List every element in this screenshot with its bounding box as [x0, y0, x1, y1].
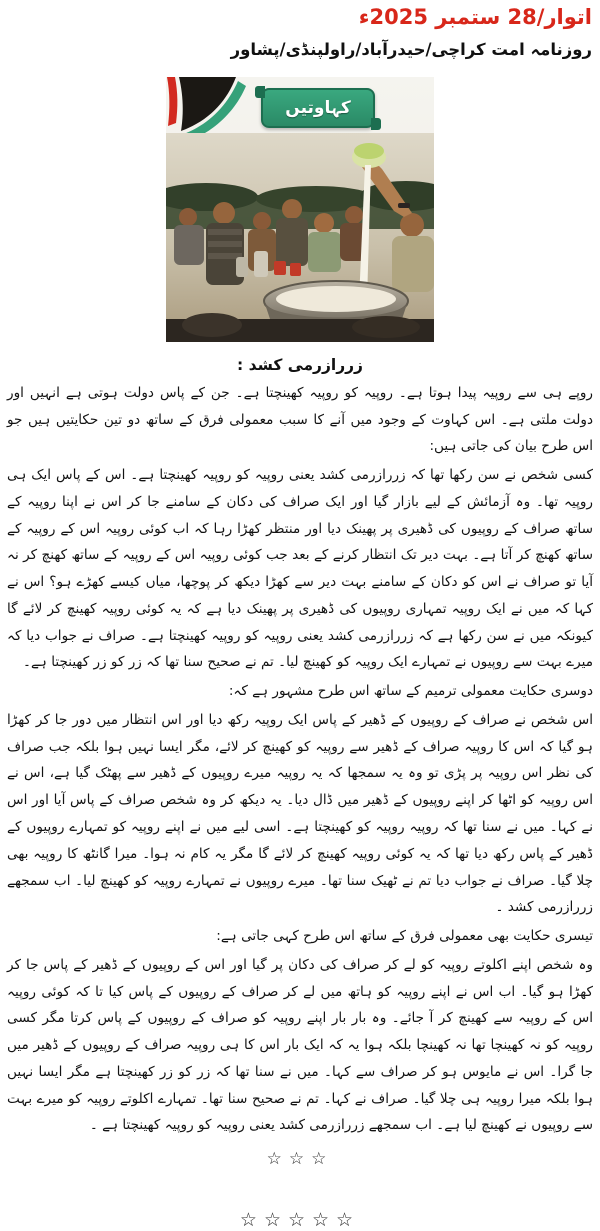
article-body	[0, 380, 600, 1139]
end-divider-stars: ☆☆☆☆☆	[239, 1209, 361, 1231]
section-ribbon	[261, 88, 375, 128]
page-header	[0, 0, 600, 61]
article-paragraph: تیسری حکایت بھی معمولی فرق کے ساتھ اس طرح کہی جاتی ہے:	[216, 928, 593, 945]
article-paragraph: دوسری حکایت معمولی ترمیم کے ساتھ اس طرح مشہور ہے کہ:	[228, 683, 593, 700]
feature-image	[166, 77, 434, 342]
section-ribbon-label: کہاوتیں	[285, 98, 351, 119]
article-paragraph: کسی شخص نے سن رکھا تھا کہ زررازرمی کشد یعنی روپیہ کو روپیہ کھینچتا ہے۔ اس کے پاس ایک ہی روپیہ تھا۔ وہ آزمائش کے لیے بازار گیا اور ایک صراف کی دکان کے سامنے جا کر اس نے اپنا روپیہ کے ساتھ صراف کے روپیوں کی ڈھیری پر پھینک دیا اور منتظر کھڑا رہا کہ اب کوئی روپیہ اس کے روپیہ کے ساتھ کھنچ کر آتا ہے۔ بہت دیر تک انتظار کرنے کے بعد جب کوئی روپیہ اس کے روپیہ کے ساتھ کھنچ کر نہ آیا تو صراف نے اس کو دکان کے سامنے بہت دیر سے کھڑا دیکھ کر پوچھا، میاں کیسے کھڑے ہو؟ اس نے کہا کہ میں نے ایک روپیہ تمہاری روپیوں کی ڈھیری پر پھینک دیا ہے کہ یہ کوئی روپیہ کھینچ کر لائے گا کیونکہ میں نے سن رکھا ہے کہ زررازرمی کشد یعنی روپیہ کو روپیہ کھینچتا ہے۔ صراف نے جواب دیا کہ میرے بہت سے روپیوں نے تمہارے ایک روپیہ کو کھینچ لیا۔ تم نے صحیح سنا تھا کہ زر کو زر کھینچتا ہے۔	[7, 467, 593, 671]
street-food-photo	[166, 133, 434, 342]
article-heading: زررازرمی کشد :	[237, 355, 363, 374]
article-paragraph: وہ شخص اپنے اکلوتے روپیہ کو لے کر صراف کی دکان پر گیا اور اس کے روپیوں کے ڈھیر کے پاس جا کر کھڑا ہو گیا۔ اب اس نے اپنے روپیہ کو ہاتھ میں لے کر صراف کے روپیوں کے پاس کیا تا کہ کوئی روپیہ اس کے روپیہ سے کھینچ کر آ جائے۔ وہ بار بار اپنے روپیہ کو صراف کے روپیوں کے پاس کرتا مگر کسی روپیہ کو نہ کھینچا تھا نہ کھینچا بلکہ ہوا یہ کہ ایک بار اس کا ہی روپیہ صراف کے روپیوں کے ڈھیر میں جا گرا۔ اس نے مایوس ہو کر صراف سے کہا۔ میں نے سنا تھا کہ زر کو زر کھینچتا ہے مگر ایسا نہیں ہوا بلکہ میرا روپیہ ہی چلا گیا۔ صراف نے کہا۔ تم نے صحیح سنا تھا۔ تمہارے اکلوتے روپیہ کو میرے بہت سے روپیوں نے کھینچ لیا ہے۔ اب سمجھے زررازرمی کشد یعنی روپیہ کو روپیہ کھینچتا ہے ۔	[7, 956, 593, 1134]
newspaper-name: روزنامہ امت کراچی/حیدرآباد/راولپنڈی/پشاور	[230, 40, 592, 60]
section-divider-stars: ☆☆☆	[266, 1149, 334, 1170]
issue-date: اتوار/28 ستمبر 2025ء	[358, 5, 592, 29]
article-paragraph: اس شخص نے صراف کے روپیوں کے ڈھیر کے پاس ایک روپیہ رکھ دیا اور اس انتظار میں دور جا کر کھڑا ہو گیا کہ اس کا روپیہ صراف کے ڈھیر سے روپیہ کو کھینچ کر لائے، مگر ایسا نہیں ہوا بلکہ جب صراف کی نظر اس روپیہ پر پڑی تو وہ یہ سمجھا کہ یہ روپیہ میرے روپیوں کے ڈھیر سے پھٹک گیا ہے، اس نے اس روپیہ کو اٹھا کر اپنے روپیوں کے ڈھیر میں ڈال دیا۔ یہ دیکھ کر وہ شخص صراف کے پاس آیا اور اس نے کہا۔ میں نے سنا تھا کہ روپیہ روپیہ کو کھینچتا ہے۔ اسی لیے میں نے اپنے روپیہ کو تمہارے روپیوں کے ڈھیر کے پاس رکھ دیا تھا کہ یہ کوئی روپیہ کھینچ کر لائے گا مگر یہ کام نہ ہوا۔ میرا گانٹھ کا روپیہ بھی چلا گیا۔ صراف نے جواب دیا تم نے ٹھیک سنا تھا۔ میرے روپیوں نے تمہارے روپیہ کو کھینچ لیا۔ اب سمجھے زررازرمی کشد ۔	[7, 711, 593, 916]
article-paragraph: روپے ہی سے روپیہ پیدا ہوتا ہے۔ روپیہ کو روپیہ کھینچتا ہے۔ جن کے پاس دولت ہوتی ہے انہیں اور دولت ملتی ہے۔ اس کہاوت کے وجود میں آنے کا سبب معمولی فرق کے ساتھ دو تین حکایتیں ہیں جو اس طرح بیان کی جاتی ہیں:	[7, 384, 593, 455]
